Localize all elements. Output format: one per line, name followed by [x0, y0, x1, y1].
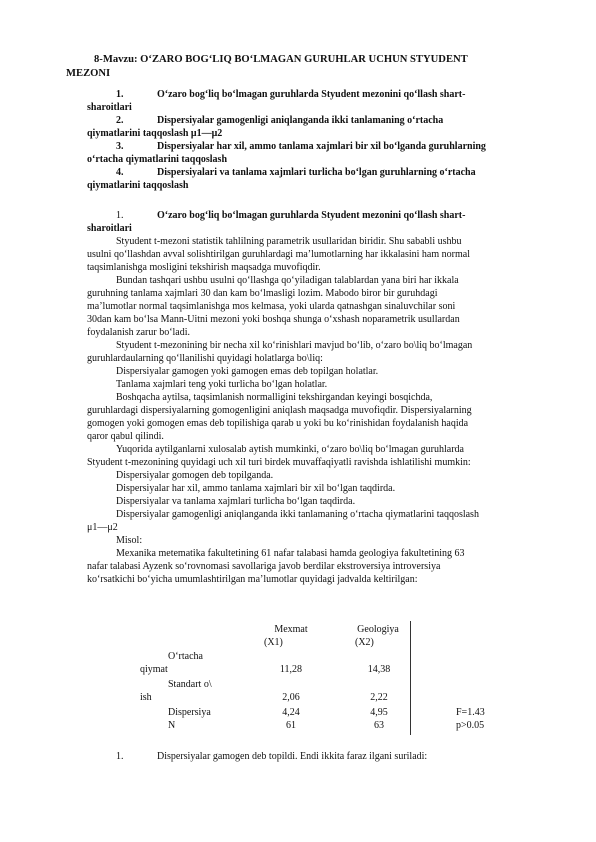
body-line: qaror qabul qilindi.: [87, 431, 164, 442]
body-line: Yuqorida aytilganlarni xulosalab aytish mumkinki, o‘zaro bo\liq bo‘lmagan guruhlarda: [116, 444, 464, 455]
toc-item-line: o‘rtacha qiymatlarini taqqoslash: [87, 154, 228, 165]
body-line: Dispersiyalar gomogen deb topilganda.: [116, 470, 274, 481]
body-line: 30dan kam bo‘lsa Mann-Uitni mezoni yoki boshqa shunga o‘xshash noparametrik usullardan: [87, 314, 460, 325]
body-line: guruhlardaularning qo‘llanilishi quyidagi holatlarga bo\liq:: [87, 353, 323, 364]
body-line: Mexanika metematika fakultetining 61 nafar talabasi hamda geologiya fakultetining 63: [116, 548, 465, 559]
table-cell: 4,95: [370, 707, 388, 718]
toc-number: 3.: [116, 141, 124, 152]
table-header-mexmat: Mexmat: [274, 624, 308, 635]
body-line: Styudent t-mezonining bir necha xil ko‘rinishlari mavjud bo‘lib, o‘zaro bo\liq bo‘lmagan: [116, 340, 473, 351]
footer-text: Dispersiyalar gamogen deb topildi. Endi ikkita faraz ilgani suriladi:: [157, 751, 428, 762]
table-cell-stat: F=1.43: [456, 707, 485, 718]
body-line: Bundan tashqari ushbu usulni qo‘llashga qo‘yiladigan talablardan yana biri har ikkala: [116, 275, 459, 286]
body-line: Tanlama xajmlari teng yoki turlicha bo‘lgan holatlar.: [116, 379, 328, 390]
body-line: nafar talabasi Ayzenk so‘rovnomasi savollariga javob berdilar ekstroversiya introversiya: [87, 561, 441, 572]
table-header-geologiya: Geologiya: [357, 624, 399, 635]
table-cell: 4,24: [282, 707, 300, 718]
toc-number: 1.: [116, 89, 124, 100]
toc-item-line: O‘zaro bog‘liq bo‘lmagan guruhlarda Styudent mezonini qo‘llash shart-: [157, 89, 466, 100]
table-cell: 2,06: [282, 692, 300, 703]
title-line-1: 8-Mavzu: O‘ZARO BOG‘LIQ BO‘LMAGAN GURUHLAR UCHUN STYUDENT: [94, 54, 468, 65]
table-cell: 2,22: [370, 692, 388, 703]
table-row-label: Standart o\: [168, 679, 212, 690]
table-row-label: O‘rtacha: [168, 651, 203, 662]
toc-item-line: Dispersiyalar har xil, ammo tanlama xajmlari bir xil bo‘lganda guruhlarning: [157, 141, 486, 152]
page-title: [66, 53, 536, 81]
body-line: ko‘rsatkichi bo‘yicha umumlashtirilgan ma’lumotlar quyidagi jadvalda keltirilgan:: [87, 574, 418, 585]
body-line: guruhning tanlama xajmlari 30 dan kam bo‘lmasligi lozim. Mabodo biror bir guruhdagi: [87, 288, 438, 299]
body-line: Dispersiyalar gamogenligi aniqlanganda ikki tanlamaning o‘rtacha qiymatlarini taqqoslash: [116, 509, 479, 520]
table-cell: 14,38: [367, 664, 391, 675]
body-line: Styudent t-mezonining quyidagi uch xil turi birdek muvaffaqiyatli ravishda ishlatilishi mumkin:: [87, 457, 471, 468]
toc-item-line: Dispersiyalar gamogenligi aniqlanganda ikki tanlamaning o‘rtacha: [157, 115, 444, 126]
body-line: foydalanish zarur bo‘ladi.: [87, 327, 191, 338]
body-line: Dispersiyalar har xil, ammo tanlama xajmlari bir xil bo‘lgan taqdirda.: [116, 483, 396, 494]
body-line: Dispersiyalar gamogen yoki gamogen emas deb topilgan holatlar.: [116, 366, 379, 377]
table-cell: 61: [286, 720, 296, 731]
table-row-label: ish: [140, 692, 152, 703]
toc-number: 2.: [116, 115, 124, 126]
body-line: μ1—μ2: [87, 522, 118, 533]
table-divider: [410, 621, 411, 735]
table-cell: 11,28: [279, 664, 303, 675]
table-row-label: qiymat: [140, 664, 168, 675]
body-line: usulni qo‘llashdan avval solishtirilgan guruhlardagi ma’lumotlarning har ikkalasini ham normal: [87, 249, 470, 260]
table-header-geologiya-sub: (X2): [355, 637, 374, 648]
body-line: ma’lumotlar normal taqsimlanishga mos kelmasa, yoki ularda qatnashgan sinaluvchilar soni: [87, 301, 456, 312]
footer-number: 1.: [116, 751, 124, 762]
body-line: Dispersiyalar va tanlama xajmlari turlicha bo‘lgan taqdirda.: [116, 496, 356, 507]
table-header-mexmat-sub: (X1): [264, 637, 283, 648]
title-line-2: MEZONI: [66, 68, 111, 79]
section-heading-cont: sharoitlari: [87, 223, 132, 234]
table-cell: 63: [374, 720, 384, 731]
section-number: 1.: [116, 210, 124, 221]
body-line: gomogen yoki gomogen emas deb topilishiga qarab u yoki bu ko‘rinishidan foydalanish haqida: [87, 418, 469, 429]
body-line: Misol:: [116, 535, 143, 546]
section-heading: O‘zaro bog‘liq bo‘lmagan guruhlarda Styudent mezonini qo‘llash shart-: [157, 210, 466, 221]
table-cell-stat: p>0.05: [456, 720, 485, 731]
toc-item-line: qiymatlarini taqqoslash: [87, 180, 189, 191]
body-line: Boshqacha aytilsa, taqsimlanish normalligini tekshirgandan keyingi bosqichda,: [116, 392, 433, 403]
toc-item-line: sharoitlari: [87, 102, 132, 113]
table-row-label: N: [168, 720, 176, 731]
toc-item-line: qiymatlarini taqqoslash μ1—μ2: [87, 128, 223, 139]
body-line: taqsimlanishga mosligini tekshirish maqsadga muvofiqdir.: [87, 262, 321, 273]
body-line: Styudent t-mezoni statistik tahlilning parametrik usullaridan biridir. Shu sababli ushbu: [116, 236, 462, 247]
body-line: guruhlardagi dispersiyalarning gomogenligini aniqlash maqsadga muvofiqdir. Dispersiyalarning: [87, 405, 472, 416]
toc-item-line: Dispersiyalari va tanlama xajmlari turlicha bo‘lgan guruhlarning o‘rtacha: [157, 167, 476, 178]
toc-number: 4.: [116, 167, 124, 178]
table-row-label: Dispersiya: [168, 707, 211, 718]
